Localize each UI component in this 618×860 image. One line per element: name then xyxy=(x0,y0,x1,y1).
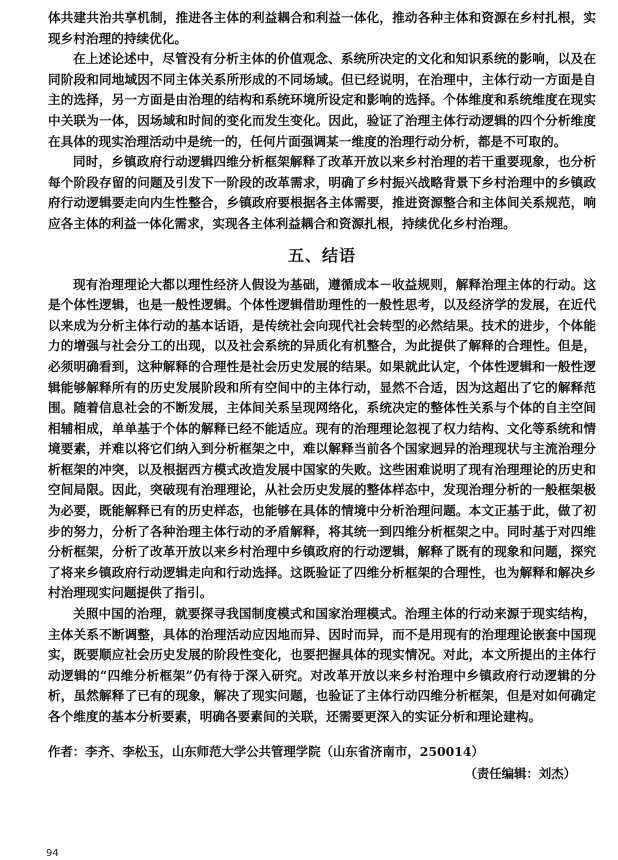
page-number: 94 xyxy=(46,848,59,859)
body-paragraph: 现有治理理论大都以理性经济人假设为基础，遵循成本－收益规则，解释治理主体的行动。这是个体性逻辑，也是一般性逻辑。个体性逻辑借助理性的一般性思考，以及经济学的发展，在近代以来成为分析主体行动的基本话语，是传统社会向现代社会转型的必然结果。技术的进步，个体能力的增强与社会分工的出现，以及社会系统的异质化有机整合，为此提供了解释的合理性。但是，必须明确看到，这种解释的合理性是社会历史发展的结果。如果就此认定，个体性逻辑和一般性逻辑能够解释所有的历史发展阶段和所有空间中的主体行动，显然不合适，因为这超出了它的解释范围。随着信息社会的不断发展，主体间关系呈现网络化，系统决定的整体性关系与个体的自主空间相辅相成，单单基于个体的解释已经不能适应。现有的治理理论忽视了权力结构、文化等系统和情境要素，并难以将它们纳入到分析框架之中，难以解释当前各个国家迥异的治理现状与主流治理分析框架的冲突，以及根据西方模式改造发展中国家的失败。这些困难说明了现有治理理论的历史和空间局限。因此，突破现有治理理论，从社会历史发展的整体样态中，发现治理分析的一般框架极为必要，既能解释已有的历史样态，也能够在具体的情境中分析治理问题。本文正基于此，做了初步的努力，分析了各种治理主体行动的矛盾解释，将其统一到四维分析框架之中。同时基于对四维分析框架，分析了改革开放以来乡村治理中乡镇政府的行动逻辑，解释了既有的现象和问题，探究了将来乡镇政府行动逻辑走向和行动选择。这既验证了四维分析框架的合理性，也为解释和解决乡村治理现实问题提供了指引。 xyxy=(48,276,596,601)
author-info: 作者：李齐、李松玉，山东师范大学公共管理学院（山东省济南市，250014） xyxy=(48,743,484,759)
body-paragraph-continuation: 体共建共治共享机制，推进各主体的利益耦合和利益一体化，推动各种主体和资源在乡村扎根，实现乡村治理的持续优化。 xyxy=(48,10,596,46)
article-page xyxy=(48,8,596,784)
body-paragraph: 在上述论述中，尽管没有分析主体的价值观念、系统所决定的文化和知识系统的影响，以及在同阶段和同地域因不同主体关系所形成的不同场域。但已经说明，在治理中，主体行动一方面是自主的选择，另一方面是由治理的结构和系统环境所设定和影响的选择。个体维度和系统维度在现实中关联为一体，因场域和时间的变化而发生变化。因此，验证了治理主体行动逻辑的四个分析维度在具体的现实治理活动中是统一的，任何片面强调某一维度的治理行动分析，都是不可取的。 xyxy=(48,51,596,149)
section-heading-conclusion: 五、结语 xyxy=(287,245,356,265)
body-paragraph: 关照中国的治理，就要探寻我国制度模式和国家治理模式。治理主体的行动来源于现实结构，主体关系不断调整，具体的治理活动应因地而异、因时而异，而不是用现有的治理理论嵌套中国现实，既要顺应社会历史发展的阶段性变化，也要把握具体的现实情况。对此，本文所提出的主体行动逻辑的“四维分析框架”仍有待于深入研究。对改革开放以来乡村治理中乡镇政府行动逻辑的分析，虽然解释了已有的现象，解决了现实问题，也验证了主体行动四维分析框架，但是对如何确定各个维度的基本分析要素，明确各要素间的关联，还需要更深入的实证分析和理论建构。 xyxy=(48,606,596,724)
editor-info: （责任编辑：刘杰） xyxy=(464,765,576,781)
body-paragraph: 同时，乡镇政府行动逻辑四维分析框架解释了改革开放以来乡村治理的若干重要现象，也分析每个阶段存留的问题及引发下一阶段的改革需求，明确了乡村振兴战略背景下乡村治理中的乡镇政府行动逻辑要走向内生性整合，乡镇政府要根据各主体需要，推进资源整合和主体间关系规范，响应各主体的利益一体化需求，实现各主体利益耦合和资源扎根，持续优化乡村治理。 xyxy=(48,154,596,231)
